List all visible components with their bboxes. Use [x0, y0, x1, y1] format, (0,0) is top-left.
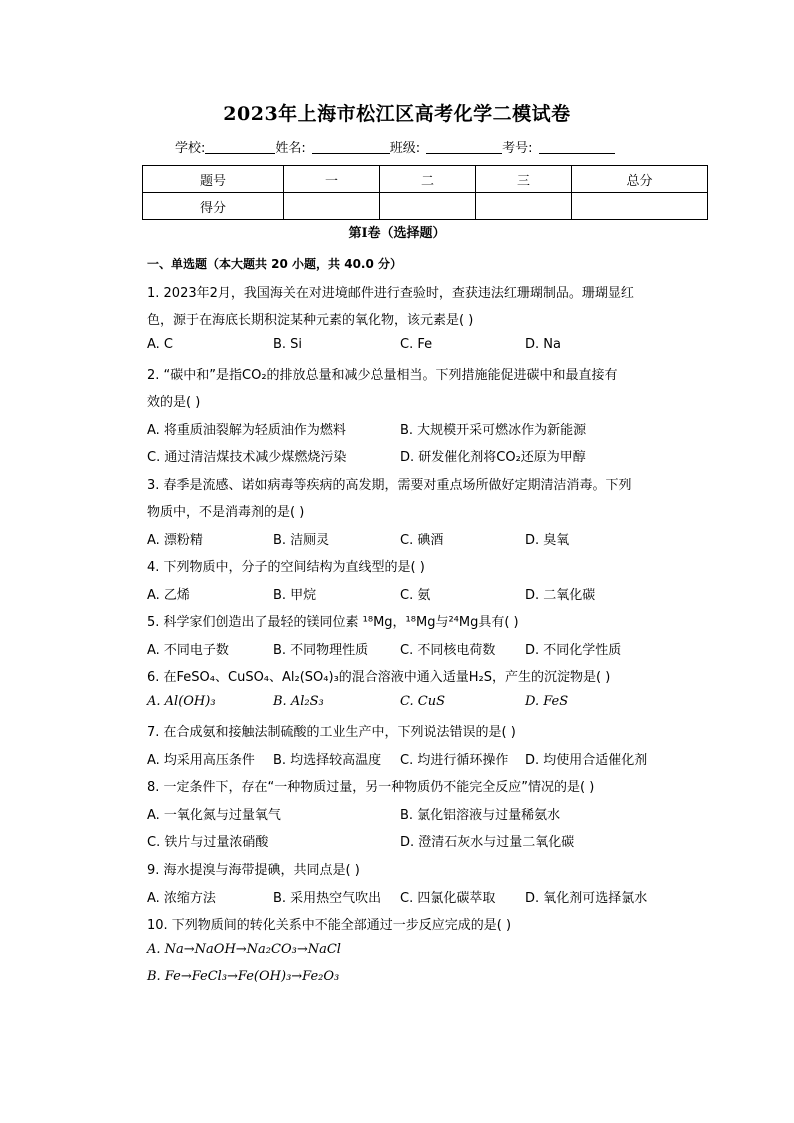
question-text: 10. 下列物质间的转化关系中不能全部通过一步反应完成的是( )	[147, 918, 512, 933]
option-b[interactable]: B. 采用热空气吹出	[273, 891, 382, 906]
option-b[interactable]: B. 洁厕灵	[273, 533, 330, 548]
option-b[interactable]: B. Al₂S₃	[273, 694, 324, 709]
option-d[interactable]: D. 研发催化剂将CO₂还原为甲醇	[400, 450, 586, 465]
exam-no-label: 考号:	[502, 141, 533, 156]
question-text: 1. 2023年2月，我国海关在对进境邮件进行查验时，查获违法红珊瑚制品。珊瑚显红	[147, 286, 634, 301]
exam-no-blank[interactable]	[539, 139, 615, 154]
option-b[interactable]: B. 大规模开采可燃冰作为新能源	[400, 423, 587, 438]
option-a[interactable]: A. 浓缩方法	[147, 891, 216, 906]
option-b[interactable]: B. 均选择较高温度	[273, 753, 382, 768]
question-text: 物质中，不是消毒剂的是( )	[147, 505, 305, 520]
student-info-line	[175, 137, 615, 156]
name-blank[interactable]	[312, 139, 390, 154]
option-b[interactable]: B. 氯化铝溶液与过量稀氨水	[400, 808, 561, 823]
option-d[interactable]: D. 氧化剂可选择氯水	[525, 891, 648, 906]
header-cell: 题号	[143, 166, 284, 193]
question-text: 8. 一定条件下，存在“一种物质过量，另一种物质仍不能完全反应”情况的是( )	[147, 780, 595, 795]
option-c[interactable]: C. 氨	[400, 588, 431, 603]
option-c[interactable]: C. 均进行循环操作	[400, 753, 509, 768]
section-title: 第Ⅰ卷（选择题）	[348, 226, 446, 241]
exam-title: 2023年上海市松江区高考化学二模试卷	[223, 103, 571, 125]
score-header-row	[143, 166, 708, 193]
option-a[interactable]: A. C	[147, 337, 174, 352]
option-b[interactable]: B. 甲烷	[273, 588, 317, 603]
option-d[interactable]: D. Na	[525, 337, 561, 352]
question-text: 4. 下列物质中，分子的空间结构为直线型的是( )	[147, 560, 425, 575]
score-table	[142, 165, 708, 220]
score-row-label: 得分	[143, 193, 284, 220]
option-c[interactable]: C. 铁片与过量浓硝酸	[147, 835, 269, 850]
option-a[interactable]: A. 一氧化氮与过量氧气	[147, 808, 281, 823]
option-d[interactable]: D. 均使用合适催化剂	[525, 753, 648, 768]
option-d[interactable]: D. 臭氧	[525, 533, 570, 548]
option-b[interactable]: B. Fe→FeCl₃→Fe(OH)₃→Fe₂O₃	[147, 969, 340, 984]
option-a[interactable]: A. 均采用高压条件	[147, 753, 255, 768]
option-a[interactable]: A. Na→NaOH→Na₂CO₃→NaCl	[147, 942, 341, 957]
score-row	[143, 193, 708, 220]
name-label: 姓名:	[275, 141, 306, 156]
option-b[interactable]: B. Si	[273, 337, 303, 352]
question-text: 7. 在合成氨和接触法制硫酸的工业生产中，下列说法错误的是( )	[147, 725, 516, 740]
header-cell: 三	[476, 166, 572, 193]
option-c[interactable]: C. 四氯化碳萃取	[400, 891, 496, 906]
option-d[interactable]: D. 二氧化碳	[525, 588, 596, 603]
option-d[interactable]: D. 澄清石灰水与过量二氧化碳	[400, 835, 575, 850]
option-a[interactable]: A. 不同电子数	[147, 643, 229, 658]
question-text: 色，源于在海底长期积淀某种元素的氧化物，该元素是( )	[147, 313, 474, 328]
option-d[interactable]: D. 不同化学性质	[525, 643, 622, 658]
score-cell[interactable]	[380, 193, 476, 220]
school-blank[interactable]	[205, 139, 275, 154]
header-cell: 二	[380, 166, 476, 193]
score-cell[interactable]	[284, 193, 380, 220]
question-text: 3. 春季是流感、诺如病毒等疾病的高发期，需要对重点场所做好定期清洁消毒。下列	[147, 478, 632, 493]
header-cell: 一	[284, 166, 380, 193]
question-text: 效的是( )	[147, 395, 201, 410]
subsection-title: 一、单选题（本大题共 20 小题，共 40.0 分）	[147, 257, 403, 271]
question-text: 6. 在FeSO₄、CuSO₄、Al₂(SO₄)₃的混合溶液中通入适量H₂S，产生的沉淀物是( )	[147, 670, 611, 685]
class-blank[interactable]	[426, 139, 502, 154]
option-c[interactable]: C. 通过清洁煤技术减少煤燃烧污染	[147, 450, 347, 465]
question-text: 2. “碳中和”是指CO₂的排放总量和减少总量相当。下列措施能促进碳中和最直接有	[147, 368, 618, 383]
class-label: 班级:	[389, 141, 421, 156]
option-c[interactable]: C. 碘酒	[400, 533, 444, 548]
option-a[interactable]: A. Al(OH)₃	[147, 694, 216, 709]
question-text: 9. 海水提溴与海带提碘，共同点是( )	[147, 863, 360, 878]
score-cell[interactable]	[572, 193, 708, 220]
question-text: 5. 科学家们创造出了最轻的镁同位素 ¹⁸Mg，¹⁸Mg与²⁴Mg具有( )	[147, 615, 519, 630]
option-a[interactable]: A. 漂粉精	[147, 533, 203, 548]
option-c[interactable]: C. Fe	[400, 337, 433, 352]
option-c[interactable]: C. CuS	[400, 694, 445, 709]
option-d[interactable]: D. FeS	[525, 694, 569, 709]
score-cell[interactable]	[476, 193, 572, 220]
option-a[interactable]: A. 乙烯	[147, 588, 190, 603]
option-b[interactable]: B. 不同物理性质	[273, 643, 369, 658]
option-a[interactable]: A. 将重质油裂解为轻质油作为燃料	[147, 423, 346, 438]
school-label: 学校:	[175, 141, 206, 156]
option-c[interactable]: C. 不同核电荷数	[400, 643, 496, 658]
header-cell: 总分	[572, 166, 708, 193]
